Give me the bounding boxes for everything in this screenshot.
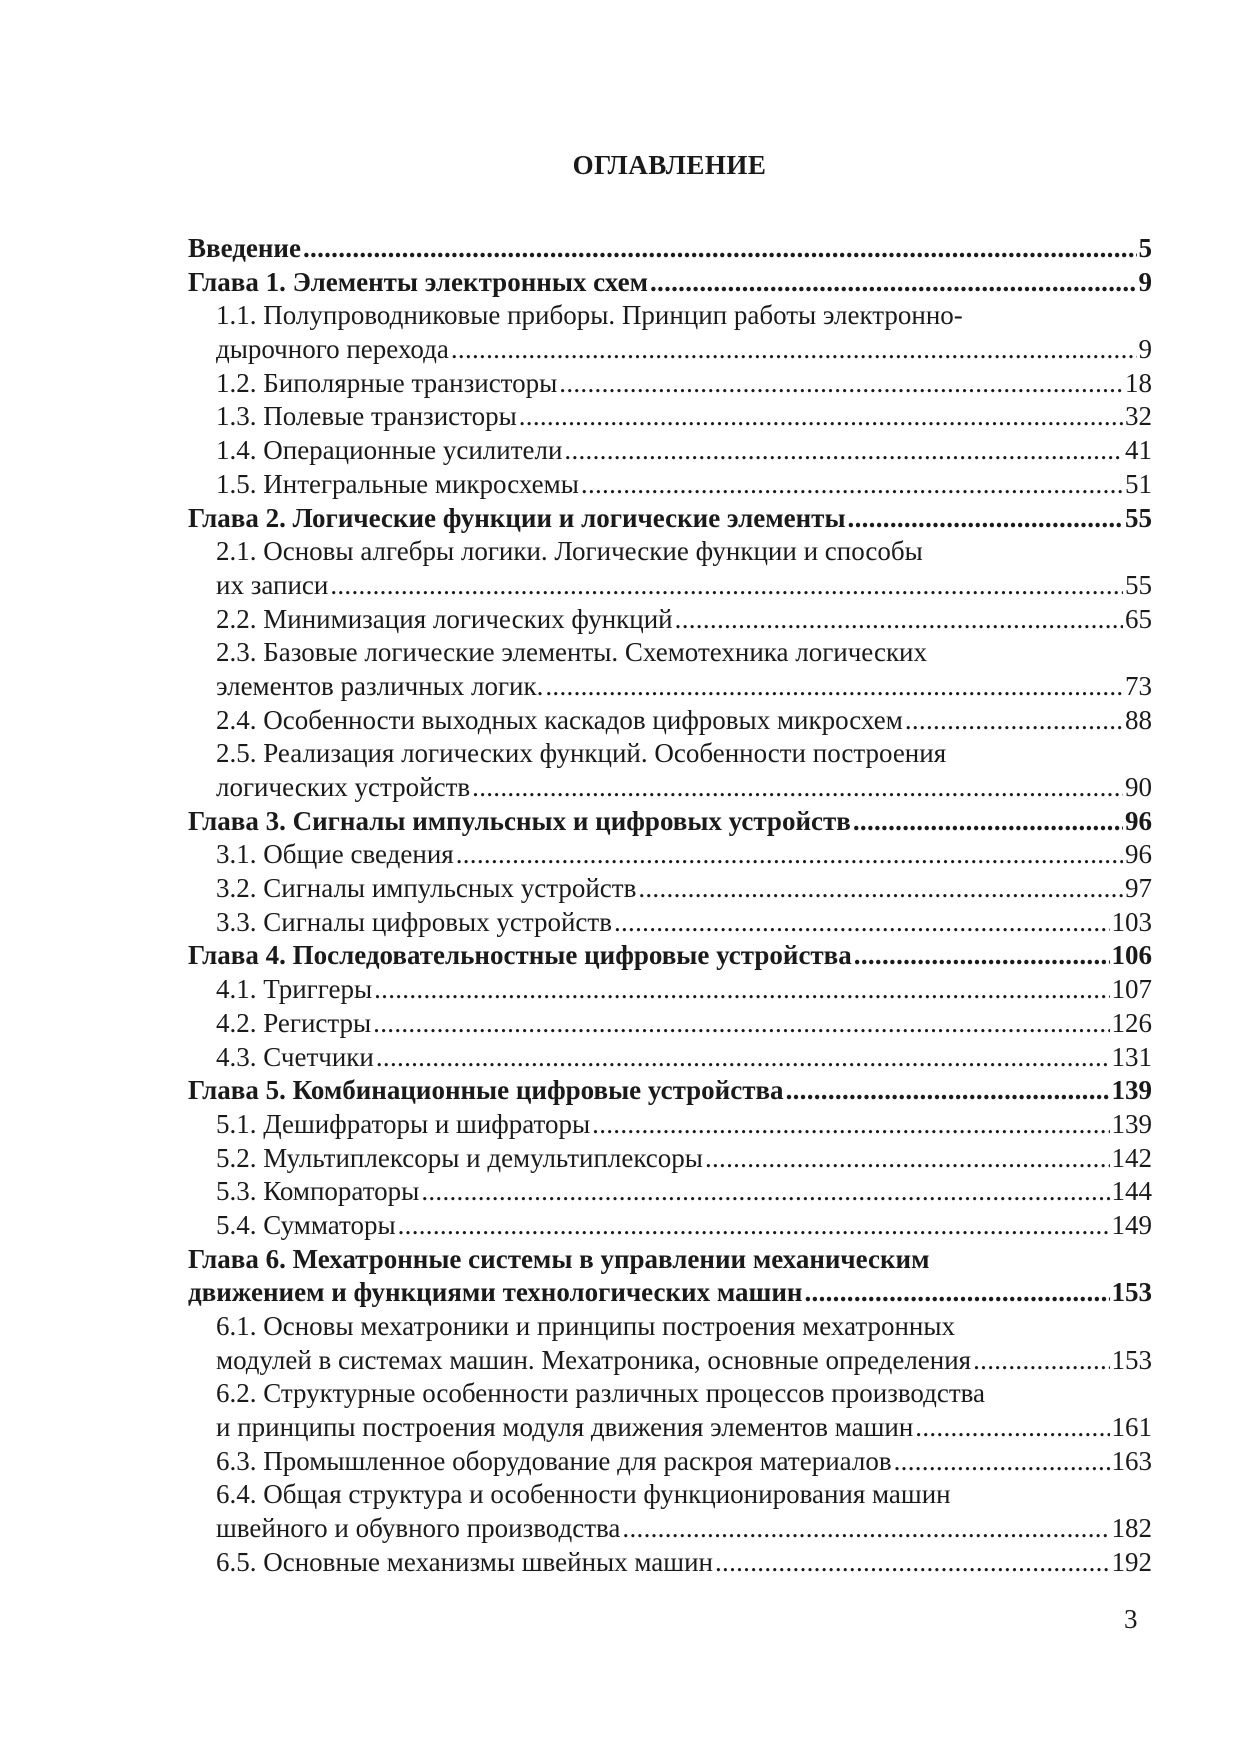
toc-chapter-entry[interactable] <box>188 232 1152 266</box>
dot-leader <box>421 1175 1109 1209</box>
toc-entry-title: 6.3. Промышленное оборудование для раскроя материалов <box>216 1445 892 1476</box>
toc-section-entry[interactable] <box>188 636 1152 703</box>
toc-entry-row <box>216 569 1152 603</box>
toc-entry-title: 1.3. Полевые транзисторы <box>216 401 517 432</box>
toc-entry-row <box>216 1175 1152 1209</box>
toc-chapter-entry[interactable] <box>188 939 1152 973</box>
dot-leader <box>374 973 1109 1007</box>
dot-leader <box>675 603 1123 637</box>
dot-leader <box>638 872 1123 906</box>
dot-leader <box>905 704 1123 738</box>
toc-entry-row <box>188 805 1152 839</box>
toc-entry-title: 3.1. Общие сведения <box>216 839 454 870</box>
toc-entry-row <box>188 1276 1152 1310</box>
toc-entry-row <box>216 434 1152 468</box>
toc-entry-row <box>216 1007 1152 1041</box>
toc-entry-page: 9 <box>1138 266 1152 297</box>
dot-leader <box>592 1108 1109 1142</box>
toc-entry-title: 4.2. Регистры <box>216 1007 372 1038</box>
toc-section-entry[interactable] <box>188 1041 1152 1075</box>
toc-entry-title: 4.3. Счетчики <box>216 1041 374 1072</box>
toc-entry-page: 97 <box>1125 873 1152 904</box>
toc-entry-title: 3.3. Сигналы цифровых устройств <box>216 906 612 937</box>
toc-entry-title: 1.2. Биполярные транзисторы <box>216 367 558 398</box>
toc-entry-page: 106 <box>1111 940 1152 971</box>
toc-entry-title: 3.2. Сигналы импульсных устройств <box>216 873 637 904</box>
dot-leader <box>472 771 1123 805</box>
dot-leader <box>854 939 1110 973</box>
toc-entry-title-line: 2.3. Базовые логические элементы. Схемотехника логических <box>216 637 928 668</box>
toc-entry-title: Глава 2. Логические функции и логические элементы <box>188 502 846 533</box>
dot-leader <box>786 1074 1110 1108</box>
toc-entry-title: Введение <box>188 233 301 263</box>
dot-leader <box>519 400 1123 434</box>
toc-entry-row <box>216 1108 1152 1142</box>
toc-entry-page: 126 <box>1111 1007 1152 1038</box>
toc-entry-row <box>216 973 1152 1007</box>
toc-entry-row <box>216 838 1152 872</box>
toc-entry-row <box>216 1041 1152 1075</box>
toc-entry-title: Глава 5. Комбинационные цифровые устройства <box>188 1075 784 1106</box>
toc-entry-title-line: 1.1. Полупроводниковые приборы. Принцип работы электронно- <box>216 300 963 331</box>
dot-leader <box>715 1546 1110 1580</box>
toc-entry-title: дырочного перехода <box>216 334 449 365</box>
toc-entry-row <box>216 400 1152 434</box>
table-of-contents <box>188 232 1152 1580</box>
dot-leader <box>894 1445 1110 1479</box>
toc-entry-page: 103 <box>1111 906 1152 937</box>
toc-entry-page: 88 <box>1125 704 1152 735</box>
toc-entry-row <box>216 468 1152 502</box>
dot-leader <box>915 1411 1109 1445</box>
toc-entry-row <box>216 1344 1152 1378</box>
dot-leader <box>564 434 1123 468</box>
toc-section-entry[interactable] <box>188 1209 1152 1243</box>
toc-entry-page: 139 <box>1111 1108 1152 1139</box>
dot-leader <box>848 502 1123 536</box>
toc-section-entry[interactable] <box>188 906 1152 940</box>
toc-section-entry[interactable] <box>188 838 1152 872</box>
dot-leader <box>622 1512 1109 1546</box>
toc-entry-row <box>188 232 1152 266</box>
toc-chapter-entry[interactable] <box>188 805 1152 839</box>
toc-entry-page: 153 <box>1111 1277 1152 1308</box>
toc-entry-row <box>216 367 1152 401</box>
toc-chapter-entry[interactable] <box>188 1074 1152 1108</box>
toc-entry-title: их записи <box>216 569 329 600</box>
toc-section-entry[interactable] <box>188 704 1152 738</box>
toc-section-entry[interactable] <box>188 1478 1152 1545</box>
toc-entry-page: 144 <box>1111 1176 1152 1207</box>
dot-leader <box>545 670 1123 704</box>
toc-entry-row <box>188 939 1152 973</box>
toc-entry-title: и принципы построения модуля движения элементов машин <box>216 1412 914 1443</box>
toc-entry-page: 161 <box>1111 1412 1152 1443</box>
toc-entry-title-line: 2.1. Основы алгебры логики. Логические функции и способы <box>216 536 923 567</box>
toc-entry-row <box>216 1546 1152 1580</box>
toc-section-entry[interactable] <box>188 1377 1152 1444</box>
toc-section-entry[interactable] <box>188 535 1152 602</box>
toc-entry-page: 55 <box>1125 569 1152 600</box>
toc-entry-title-line: 6.1. Основы мехатроники и принципы построения мехатронных <box>216 1311 956 1341</box>
toc-section-entry[interactable] <box>188 400 1152 434</box>
toc-entry-page: 73 <box>1125 670 1152 701</box>
toc-entry-title: 5.4. Сумматоры <box>216 1209 396 1240</box>
toc-entry-row <box>216 1445 1152 1479</box>
toc-entry-title: 5.2. Мультиплексоры и демультиплексоры <box>216 1142 703 1173</box>
toc-section-entry[interactable] <box>188 973 1152 1007</box>
toc-section-entry[interactable] <box>188 872 1152 906</box>
toc-entry-title: 6.5. Основные механизмы швейных машин <box>216 1546 713 1577</box>
dot-leader <box>581 468 1123 502</box>
toc-entry-page: 9 <box>1138 334 1152 365</box>
toc-entry-row <box>188 502 1152 536</box>
toc-section-entry[interactable] <box>188 603 1152 637</box>
toc-entry-page: 192 <box>1111 1546 1152 1577</box>
toc-entry-title: 1.5. Интегральные микросхемы <box>216 468 579 499</box>
toc-entry-page: 142 <box>1111 1142 1152 1173</box>
toc-section-entry[interactable] <box>188 1445 1152 1479</box>
toc-chapter-entry[interactable] <box>188 502 1152 536</box>
toc-entry-row <box>216 771 1152 805</box>
toc-entry-row <box>216 670 1152 704</box>
dot-leader <box>451 333 1137 367</box>
toc-entry-title: 1.4. Операционные усилители <box>216 435 563 466</box>
dot-leader <box>398 1209 1110 1243</box>
toc-entry-page: 182 <box>1111 1513 1152 1544</box>
toc-entry-row <box>216 1512 1152 1546</box>
toc-entry-page: 51 <box>1125 468 1152 499</box>
toc-entry-page: 163 <box>1111 1445 1152 1476</box>
dot-leader <box>330 569 1123 603</box>
toc-entry-title-line: Глава 6. Мехатронные системы в управлении механическим <box>188 1243 930 1274</box>
toc-entry-row <box>216 1411 1152 1445</box>
dot-leader <box>650 266 1137 300</box>
page-number: 3 <box>1124 1604 1138 1634</box>
toc-entry-title: Глава 4. Последовательностные цифровые устройства <box>188 940 852 971</box>
toc-section-entry[interactable] <box>188 1108 1152 1142</box>
toc-entry-title: 2.2. Минимизация логических функций <box>216 603 673 634</box>
toc-entry-page: 131 <box>1111 1041 1152 1072</box>
toc-entry-page: 107 <box>1111 974 1152 1005</box>
toc-section-entry[interactable] <box>188 1546 1152 1580</box>
toc-entry-title: модулей в системах машин. Мехатроника, основные определения <box>216 1344 972 1375</box>
toc-entry-page: 90 <box>1125 772 1152 802</box>
toc-entry-title-line: 6.2. Структурные особенности различных процессов производства <box>216 1378 986 1409</box>
dot-leader <box>973 1344 1109 1378</box>
toc-entry-page: 41 <box>1125 435 1152 466</box>
toc-entry-row <box>216 603 1152 637</box>
toc-section-entry[interactable] <box>188 299 1152 366</box>
toc-entry-title: Глава 1. Элементы электронных схем <box>188 266 648 297</box>
toc-entry-title: 5.1. Дешифраторы и шифраторы <box>216 1108 591 1139</box>
toc-entry-page: 18 <box>1125 367 1152 398</box>
toc-entry-page: 96 <box>1125 839 1152 870</box>
dot-leader <box>376 1041 1110 1075</box>
page-title: ОГЛАВЛЕНИЕ <box>572 150 767 180</box>
toc-entry-page: 149 <box>1111 1209 1152 1240</box>
toc-entry-page: 32 <box>1125 401 1152 432</box>
dot-leader <box>456 838 1123 872</box>
toc-entry-row <box>216 704 1152 738</box>
toc-section-entry[interactable] <box>188 737 1152 804</box>
dot-leader <box>303 232 1137 266</box>
toc-entry-title-line: 6.4. Общая структура и особенности функционирования машин <box>216 1479 951 1510</box>
toc-entry-row <box>216 872 1152 906</box>
toc-entry-row <box>216 333 1152 367</box>
toc-section-entry[interactable] <box>188 434 1152 468</box>
toc-entry-title: 5.3. Компораторы <box>216 1176 420 1207</box>
toc-entry-page: 153 <box>1111 1344 1152 1375</box>
toc-entry-page: 96 <box>1125 805 1152 836</box>
toc-chapter-entry[interactable] <box>188 1243 1152 1310</box>
toc-entry-row <box>216 906 1152 940</box>
dot-leader <box>804 1276 1109 1310</box>
toc-entry-title-line: 2.5. Реализация логических функций. Особенности построения <box>216 738 947 769</box>
dot-leader <box>614 906 1110 940</box>
toc-section-entry[interactable] <box>188 1175 1152 1209</box>
dot-leader <box>373 1007 1109 1041</box>
toc-entry-row <box>216 1142 1152 1176</box>
toc-entry-row <box>188 266 1152 300</box>
toc-chapter-entry[interactable] <box>188 266 1152 300</box>
toc-entry-title: Глава 3. Сигналы импульсных и цифровых устройств <box>188 805 851 836</box>
toc-entry-title: движением и функциями технологических машин <box>188 1277 803 1308</box>
toc-entry-title: 4.1. Триггеры <box>216 974 373 1005</box>
toc-entry-page: 65 <box>1125 603 1152 634</box>
toc-entry-page: 139 <box>1111 1075 1152 1106</box>
toc-entry-row <box>216 1209 1152 1243</box>
dot-leader <box>705 1142 1110 1176</box>
toc-section-entry[interactable] <box>188 1142 1152 1176</box>
toc-entry-title: логических устройств <box>216 772 471 802</box>
dot-leader <box>559 367 1123 401</box>
toc-section-entry[interactable] <box>188 1310 1152 1377</box>
toc-section-entry[interactable] <box>188 367 1152 401</box>
toc-entry-title: элементов различных логик. <box>216 670 544 701</box>
toc-entry-page: 5 <box>1138 233 1152 263</box>
toc-entry-title: 2.4. Особенности выходных каскадов цифровых микросхем <box>216 704 903 735</box>
toc-entry-page: 55 <box>1125 502 1152 533</box>
toc-section-entry[interactable] <box>188 468 1152 502</box>
toc-section-entry[interactable] <box>188 1007 1152 1041</box>
dot-leader <box>853 805 1123 839</box>
toc-entry-row <box>188 1074 1152 1108</box>
toc-entry-title: швейного и обувного производства <box>216 1513 621 1544</box>
